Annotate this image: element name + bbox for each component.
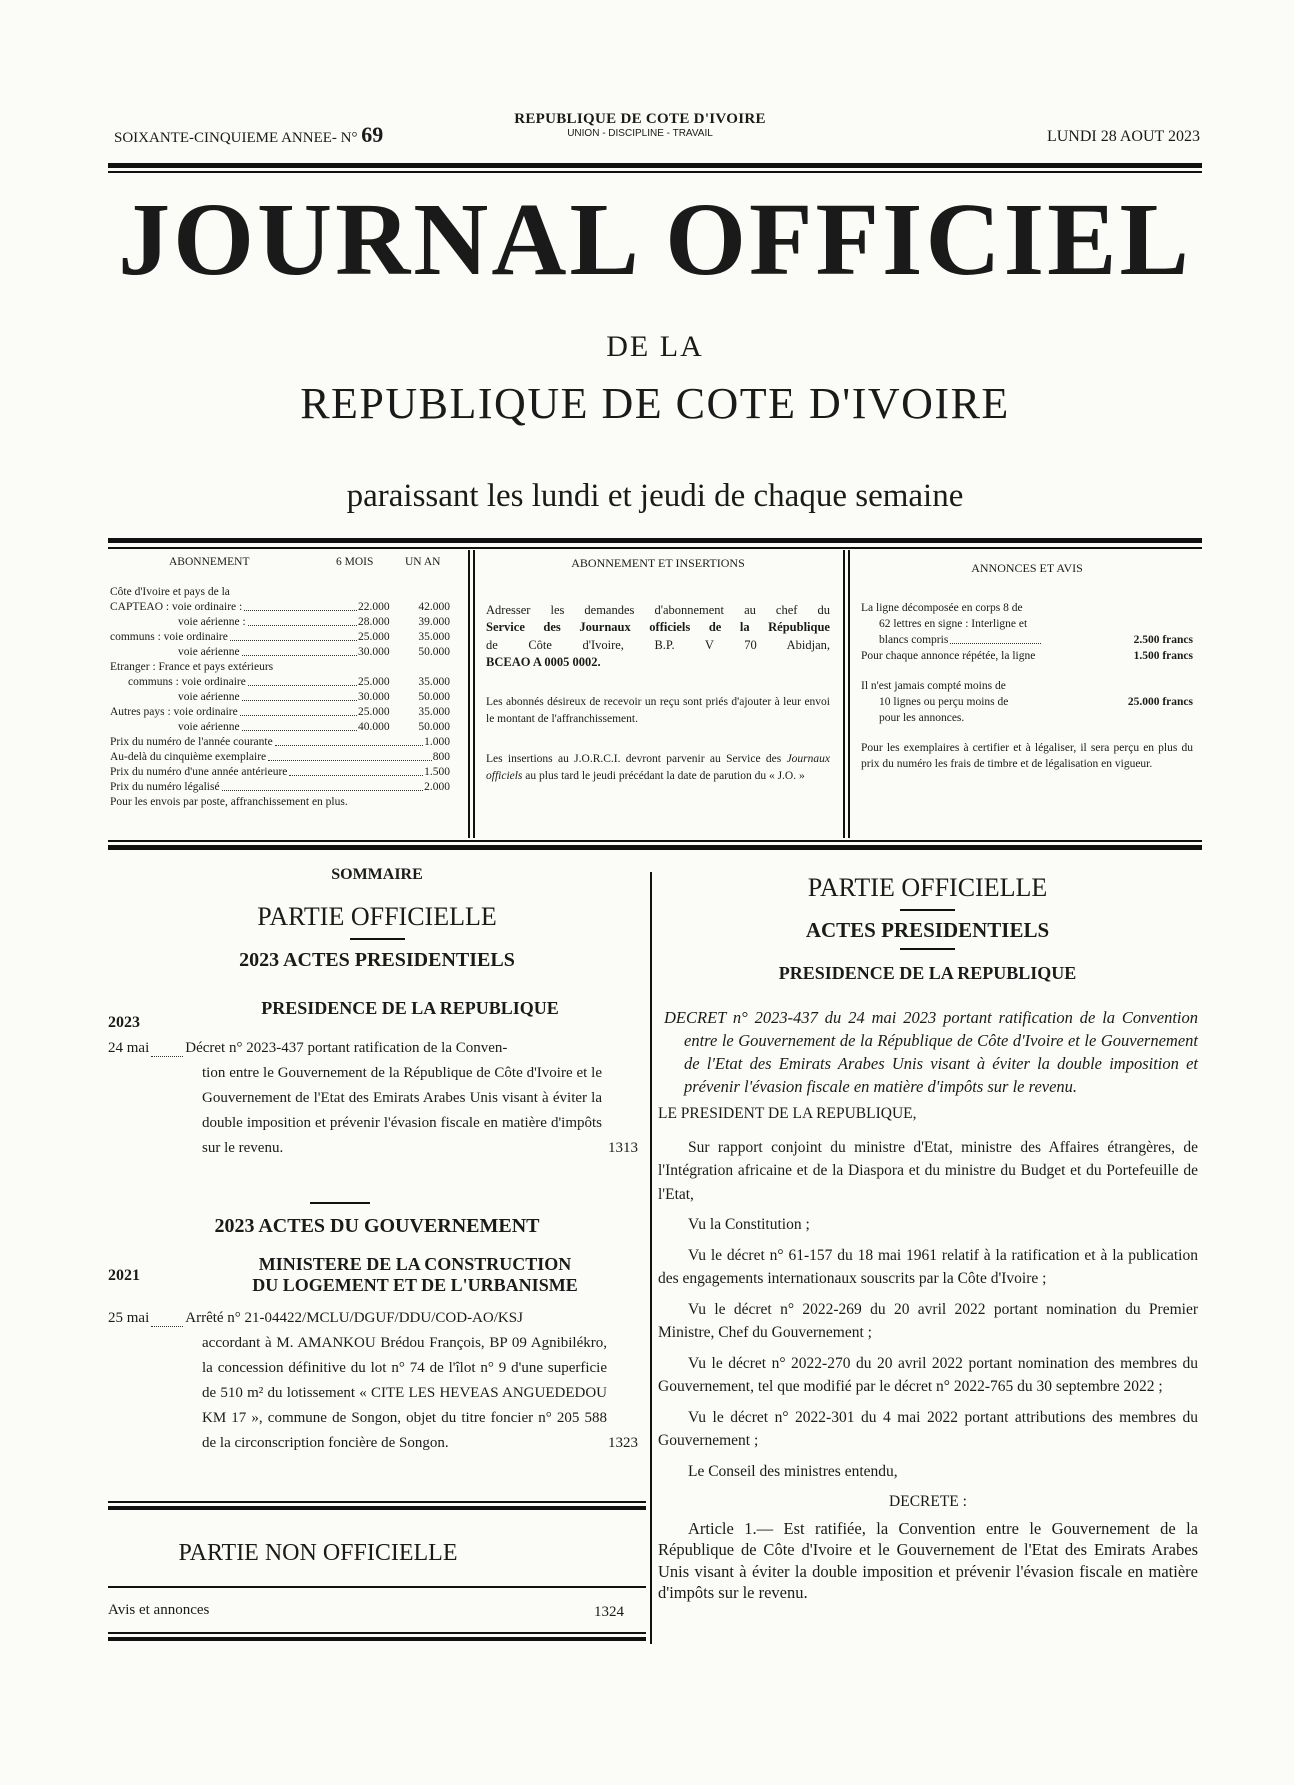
price-row-label: Prix du numéro de l'année courante (110, 736, 273, 748)
subscription-row (110, 645, 450, 660)
subscription-price-6m: 22.000 (358, 601, 390, 613)
subscription-row-label: voie aérienne : (178, 616, 246, 628)
announcements-row1 (861, 632, 1193, 648)
sommaire-actes-gouv: 2023 ACTES DU GOUVERNEMENT (214, 1215, 540, 1237)
decree-title: DECRET n° 2023-437 du 24 mai 2023 portant ratification de la Convention entre le Gouvernement de la République de Côte d'Ivoire et le Gouvernement de l'Etat des Emirats Arabes Unis visant à éviter la double imposition et prévenir l'évasion fiscale en matière d'impôts sur le revenu. (664, 1008, 1198, 1096)
subscription-row (110, 690, 450, 705)
masthead-de-la: DE LA (606, 330, 704, 363)
subscriptions-rows (110, 600, 450, 735)
price-row-value: 800 (432, 751, 450, 763)
subscription-price-6m: 30.000 (358, 691, 390, 703)
price-row-value: 2.000 (424, 781, 450, 793)
decree-body (658, 1006, 1198, 1604)
box-divider-1b (473, 550, 475, 838)
announcements-l1: La ligne décomposée en corps 8 de (861, 602, 1023, 614)
decree-paragraph: Le Conseil des ministres entendu, (688, 1462, 898, 1480)
subscription-row-label: communs : voie ordinaire (128, 676, 246, 688)
sommaire-title: SOMMAIRE (331, 866, 423, 883)
subscription-row (110, 660, 450, 675)
body-rule-2 (900, 948, 955, 950)
insertions-p1a: Adresser les demandes d'abonnement au chef du (486, 602, 830, 617)
announcements-price3: 25.000 francs (1127, 696, 1193, 708)
subscription-price-6m: 30.000 (358, 646, 390, 658)
ministere-line2: DU LOGEMENT ET DE L'URBANISME (252, 1275, 578, 1295)
insertions-p1b: Service des Journaux officiels de la République (486, 620, 830, 634)
subscriptions-col-1y: UN AN (405, 556, 441, 568)
decree-paragraph: Vu le décret n° 2022-269 du 20 avril 2022 portant nomination du Premier Ministre, Chef du Gouvernement ; (658, 1300, 1198, 1341)
issue-date: LUNDI 28 AOUT 2023 (1046, 128, 1200, 145)
insertions-p3b: Journaux officiels (486, 752, 830, 782)
sommaire-rule-3b (108, 1506, 646, 1510)
sommaire-presidence: PRESIDENCE DE LA REPUBLIQUE (261, 998, 559, 1018)
subscription-price-1y: 35.000 (418, 631, 450, 643)
subscription-price-1y: 35.000 (418, 676, 450, 688)
insertions-p3a: Les insertions au J.O.R.C.I. devront parvenir au Service des (486, 752, 782, 765)
announcements-note: Pour les exemplaires à certifier et à légaliser, il sera perçu en plus du prix du numéro les frais de timbre et de légalisation en vigueur. (861, 742, 1193, 770)
subscription-row (110, 720, 450, 735)
subscription-price-1y: 39.000 (418, 616, 450, 628)
subscription-row (110, 705, 450, 720)
box-rule-top-thin (108, 547, 1202, 549)
insertions-p2: Les abonnés désireux de recevoir un reçu sont priés d'ajouter à leur envoi le montant de l'affranchissement. (486, 695, 830, 725)
decree-paragraph: Vu la Constitution ; (688, 1216, 810, 1233)
sommaire-rule-3a (108, 1501, 646, 1503)
decree-paragraphs (658, 1136, 1198, 1484)
announcements-price2: 1.500 francs (1133, 650, 1193, 662)
ministere-line1: MINISTERE DE LA CONSTRUCTION (258, 1254, 572, 1274)
sommaire-rule-5a (108, 1632, 646, 1634)
box-divider-2b (848, 550, 850, 838)
insertions-p1c: de Côte d'Ivoire, B.P. V 70 Abidjan, (486, 637, 830, 652)
sommaire-actes-pres: 2023 ACTES PRESIDENTIELS (239, 949, 515, 971)
body-presidence: PRESIDENCE DE LA REPUBLIQUE (778, 963, 1077, 983)
header-rule-thin (108, 171, 1202, 173)
announcements-l6: 10 lignes ou perçu moins de (879, 696, 1009, 708)
journal-title: JOURNAL OFFICIEL (118, 182, 1192, 297)
decree-article1: Article 1.— Est ratifiée, la Convention entre le Gouvernement de la République de Côte d'Ivoire et le Gouvernement de l'Etat des Emirats Arabes Unis visant à éviter la double imposition et prévenir l'évasion fiscale en matière d'impôts sur le revenu. (658, 1518, 1198, 1602)
announcements-l2: 62 lettres en signe : Interligne et (879, 618, 1028, 630)
insertions-head: ABONNEMENT ET INSERTIONS (571, 556, 745, 570)
sommaire-partie: PARTIE OFFICIELLE (257, 902, 497, 931)
subscription-price-1y: 50.000 (418, 691, 450, 703)
insertions-p3c: au plus tard le jeudi précédant la date de parution du « J.O. » (525, 770, 805, 782)
subscription-price-6m: 25.000 (358, 676, 390, 688)
price-row (110, 735, 450, 750)
issue-year-number (114, 122, 383, 148)
entry1-page: 1313 (608, 1140, 638, 1156)
header-republic (470, 111, 810, 139)
announcements-row2 (861, 648, 1193, 664)
entry2-first: Arrêté n° 21-04422/MCLU/DGUF/DDU/COD-AO/KSJ (185, 1310, 523, 1326)
announcements-row3 (861, 694, 1193, 710)
sommaire-year1: 2023 (108, 1014, 140, 1031)
price-row-value: 1.500 (424, 766, 450, 778)
subscription-price-1y: 35.000 (418, 706, 450, 718)
subscription-row-label: Etranger : France et pays extérieurs (110, 661, 274, 673)
price-row-label: Prix du numéro légalisé (110, 781, 220, 793)
subscriptions-postal-note: Pour les envois par poste, affranchissement en plus. (110, 796, 348, 808)
price-row-value: 1.000 (424, 736, 450, 748)
entry1-first-line (108, 1036, 638, 1061)
decree-decrete: DECRETE : (889, 1493, 967, 1510)
price-row (110, 765, 450, 780)
announcements-l7: pour les annonces. (879, 712, 965, 724)
decree-paragraph: Vu le décret n° 2022-301 du 4 mai 2022 portant attributions des membres du Gouvernement ; (658, 1408, 1198, 1449)
announcements-head: ANNONCES ET AVIS (971, 561, 1083, 575)
subscription-row-label: Autres pays : voie ordinaire (110, 706, 238, 718)
entry1-rest: tion entre le Gouvernement de la République de Côte d'Ivoire et le Gouvernement de l'Etat des Emirats Arabes Unis visant à éviter la double imposition et prévenir l'évasion fiscale en matière d'impôts sur le revenu. (202, 1065, 602, 1156)
announcements-l3: blancs compris (879, 634, 949, 646)
insertions-panel (486, 555, 830, 786)
decree-paragraph: Vu le décret n° 61-157 du 18 mai 1961 relatif à la ratification et à la publication des engagements internationaux souscrits par la Côte d'Ivoire ; (658, 1246, 1198, 1287)
header-republic-name: REPUBLIQUE DE COTE D'IVOIRE (514, 111, 766, 127)
decree-president: LE PRESIDENT DE LA REPUBLIQUE, (658, 1105, 917, 1122)
insertions-p1d: BCEAO A 0005 0002. (486, 655, 601, 669)
price-row-label: Prix du numéro d'une année antérieure (110, 766, 288, 778)
subscriptions-col-6m: 6 MOIS (336, 556, 374, 568)
subscription-price-6m: 28.000 (358, 616, 390, 628)
entry1-first: Décret n° 2023-437 portant ratification de la Conven- (185, 1040, 508, 1056)
sommaire-rule-4 (108, 1586, 646, 1588)
subscription-row-label: voie aérienne (178, 721, 240, 733)
subscription-price-6m: 25.000 (358, 631, 390, 643)
price-row-label: Au-delà du cinquième exemplaire (110, 751, 267, 763)
sommaire-rule-5b (108, 1637, 646, 1641)
box-divider-1 (468, 550, 470, 838)
subscriptions-header (110, 555, 450, 577)
sommaire-rule-1 (350, 938, 405, 940)
subscription-price-6m: 40.000 (358, 721, 390, 733)
body-actes: ACTES PRESIDENTIELS (805, 918, 1050, 942)
subscription-row-label: voie aérienne (178, 646, 240, 658)
sommaire-avis: Avis et annonces (108, 1602, 210, 1618)
entry2-page: 1323 (608, 1435, 638, 1451)
subscription-row-label: CAPTEAO : voie ordinaire : (110, 601, 243, 613)
announcements-l5: Il n'est jamais compté moins de (861, 680, 1006, 692)
subscription-row (110, 675, 450, 690)
insertions-p3 (486, 751, 830, 786)
subscription-row-label: communs : voie ordinaire (110, 631, 228, 643)
decree-paragraph: Sur rapport conjoint du ministre d'Etat, ministre des Affaires étrangères, de l'Intégration africaine et de la Diaspora et du ministre du Budget et du Portefeuille de l'Etat, (658, 1138, 1198, 1203)
entry2-date: 25 mai (108, 1310, 150, 1326)
masthead-frequency: paraissant les lundi et jeudi de chaque semaine (346, 478, 964, 514)
entry2-first-line (108, 1306, 638, 1331)
sommaire-entry-2 (108, 1306, 638, 1456)
masthead-republic: REPUBLIQUE DE COTE D'IVOIRE (300, 379, 1010, 428)
subscription-row (110, 615, 450, 630)
header-motto: UNION - DISCIPLINE - TRAVAIL (567, 128, 713, 139)
sommaire-ministere (190, 1254, 640, 1296)
subscriptions-intro: Côte d'Ivoire et pays de la (110, 586, 230, 598)
announcements-price1: 2.500 francs (1133, 634, 1194, 646)
box-rule-bottom-thick (108, 845, 1202, 850)
subscriptions-head: ABONNEMENT (169, 556, 250, 568)
body-partie: PARTIE OFFICIELLE (807, 873, 1048, 902)
subscription-row (110, 600, 450, 615)
issue-year-label: SOIXANTE-CINQUIEME ANNEE- N° (114, 130, 358, 146)
column-divider (650, 872, 652, 1644)
subscription-price-1y: 42.000 (418, 601, 450, 613)
subscriptions-panel (110, 555, 450, 810)
price-row (110, 750, 450, 765)
subscription-row (110, 630, 450, 645)
header-rule-thick (108, 163, 1202, 168)
price-row (110, 780, 450, 795)
decree-paragraph: Vu le décret n° 2022-270 du 20 avril 2022 portant nomination des membres du Gouvernement, tel que modifié par le décret n° 2022-765 du 30 septembre 2022 ; (658, 1354, 1198, 1395)
sommaire-non-officielle: PARTIE NON OFFICIELLE (178, 1540, 458, 1566)
box-rule-top-thick (108, 538, 1202, 543)
announcements-panel (861, 560, 1193, 772)
box-rule-bottom-thin (108, 840, 1202, 842)
subscriptions-prices (110, 735, 450, 795)
subscription-row-label: voie aérienne (178, 691, 240, 703)
subscription-price-6m: 25.000 (358, 706, 390, 718)
entry2-rest: accordant à M. AMANKOU Brédou François, BP 09 Agnibilékro, la concession définitive du lot n° 74 de l'îlot n° 9 d'une superficie de 510 m² du lotissement « CITE LES HEVEAS ANGUEDEDOU KM 17 », commune de Songon, objet du titre foncier n° 205 588 de la circonscription foncière de Songon. (202, 1335, 607, 1451)
sommaire-entry-1 (108, 1036, 638, 1161)
announcements-l4: Pour chaque annonce répétée, la ligne (861, 650, 1036, 662)
entry1-date: 24 mai (108, 1040, 150, 1056)
box-divider-2 (843, 550, 845, 838)
subscription-price-1y: 50.000 (418, 721, 450, 733)
subscription-price-1y: 50.000 (418, 646, 450, 658)
issue-number: 69 (361, 122, 384, 147)
body-rule-1 (900, 909, 955, 911)
sommaire-rule-2 (310, 1202, 370, 1204)
sommaire-avis-page: 1324 (594, 1604, 624, 1620)
sommaire-year2: 2021 (108, 1267, 140, 1284)
